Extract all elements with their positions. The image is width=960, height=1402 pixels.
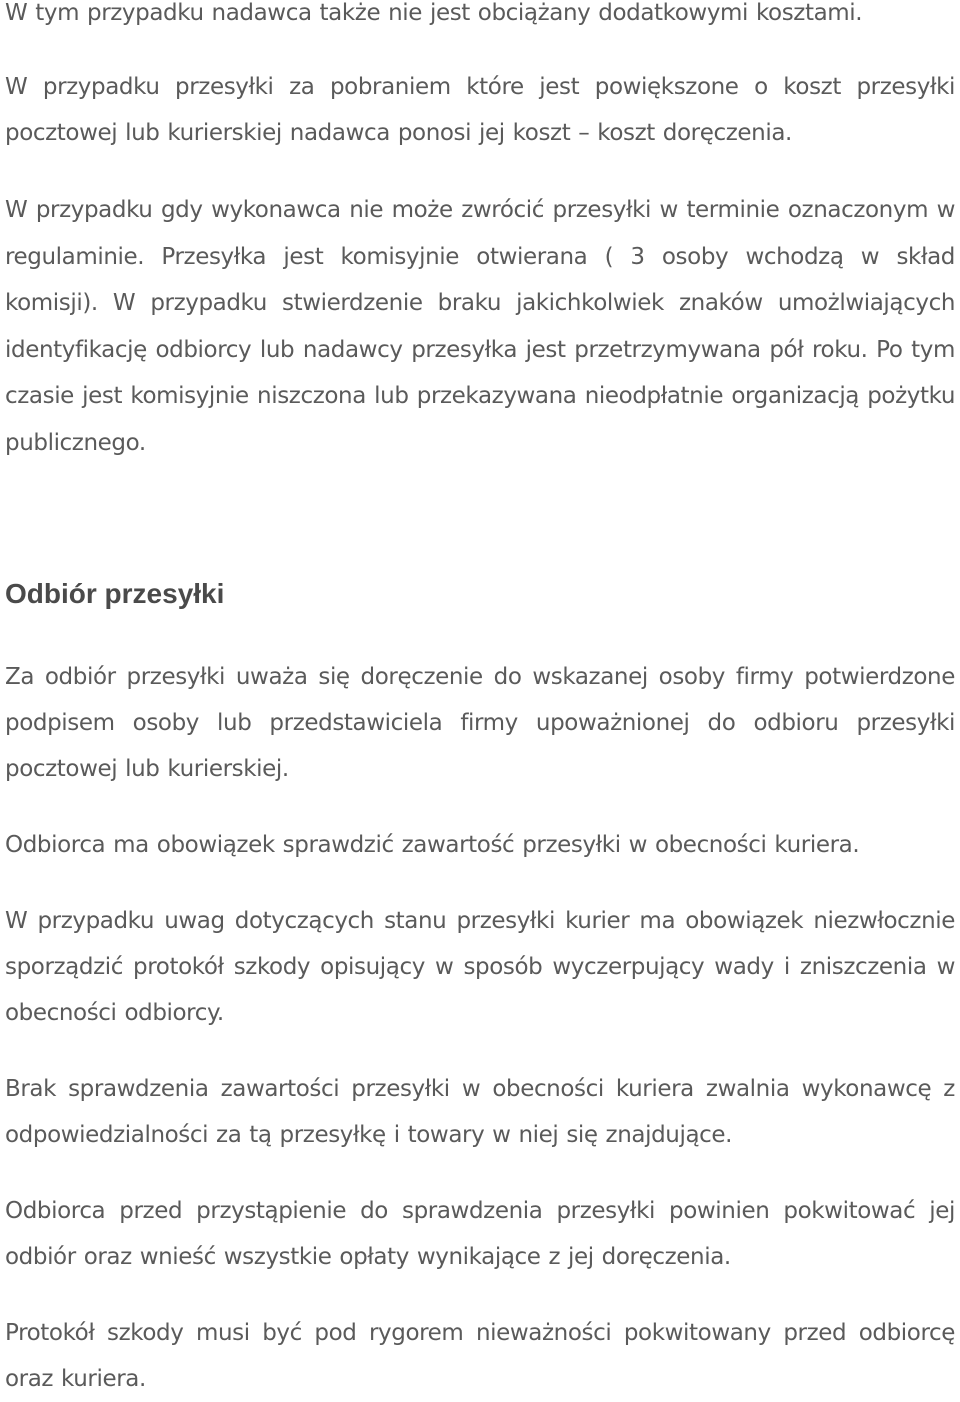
paragraph-receipt-definition: Za odbiór przesyłki uważa się doręczenie do wskazanej osoby firmy potwierdzone podpisem osoby lub przedstawiciela firmy upoważnionej do odbioru przesyłki pocztowej lub kurierskiej.: [5, 664, 955, 782]
paragraph-recipient-obligation: Odbiorca ma obowiązek sprawdzić zawartość przesyłki w obecności kuriera.: [5, 832, 860, 858]
paragraph-cash-on-delivery: W przypadku przesyłki za pobraniem które jest powiększone o koszt przesyłki pocztowej lub kurierskiej nadawca ponosi jej koszt – koszt doręczenia.: [5, 74, 955, 146]
paragraph-damage-protocol-signature: Protokół szkody musi być pod rygorem nieważności pokwitowany przed odbiorcę oraz kuriera.: [5, 1320, 955, 1392]
paragraph-acknowledge-receipt: Odbiorca przed przystąpienie do sprawdzenia przesyłki powinien pokwitować jej odbiór oraz wnieść wszystkie opłaty wynikające z jej doręczenia.: [5, 1198, 955, 1270]
paragraph-undeliverable-parcel: W przypadku gdy wykonawca nie może zwrócić przesyłki w terminie oznaczonym w regulaminie. Przesyłka jest komisyjnie otwierana ( 3 osoby wchodzą w skład komisji). W przypadku stwierdzenie braku jakichkolwiek znaków umożlwiających identyfikację odbiorcy lub nadawcy przesyłka jest przetrzymywana pół roku. Po tym czasie jest komisyjnie niszczona lub przekazywana nieodpłatnie organizacją pożytku publicznego.: [5, 197, 955, 456]
paragraph-liability-release: Brak sprawdzenia zawartości przesyłki w obecności kuriera zwalnia wykonawcę z odpowiedzialności za tą przesyłkę i towary w niej się znajdujące.: [5, 1076, 955, 1148]
paragraph-damage-report: W przypadku uwag dotyczących stanu przesyłki kurier ma obowiązek niezwłocznie sporządzić protokół szkody opisujący w sposób wyczerpujący wady i zniszczenia w obecności odbiorcy.: [5, 908, 955, 1026]
paragraph-sender-no-extra-costs: W tym przypadku nadawca także nie jest obciążany dodatkowymi kosztami.: [5, 0, 863, 26]
section-heading-parcel-receipt: Odbiór przesyłki: [5, 578, 225, 609]
